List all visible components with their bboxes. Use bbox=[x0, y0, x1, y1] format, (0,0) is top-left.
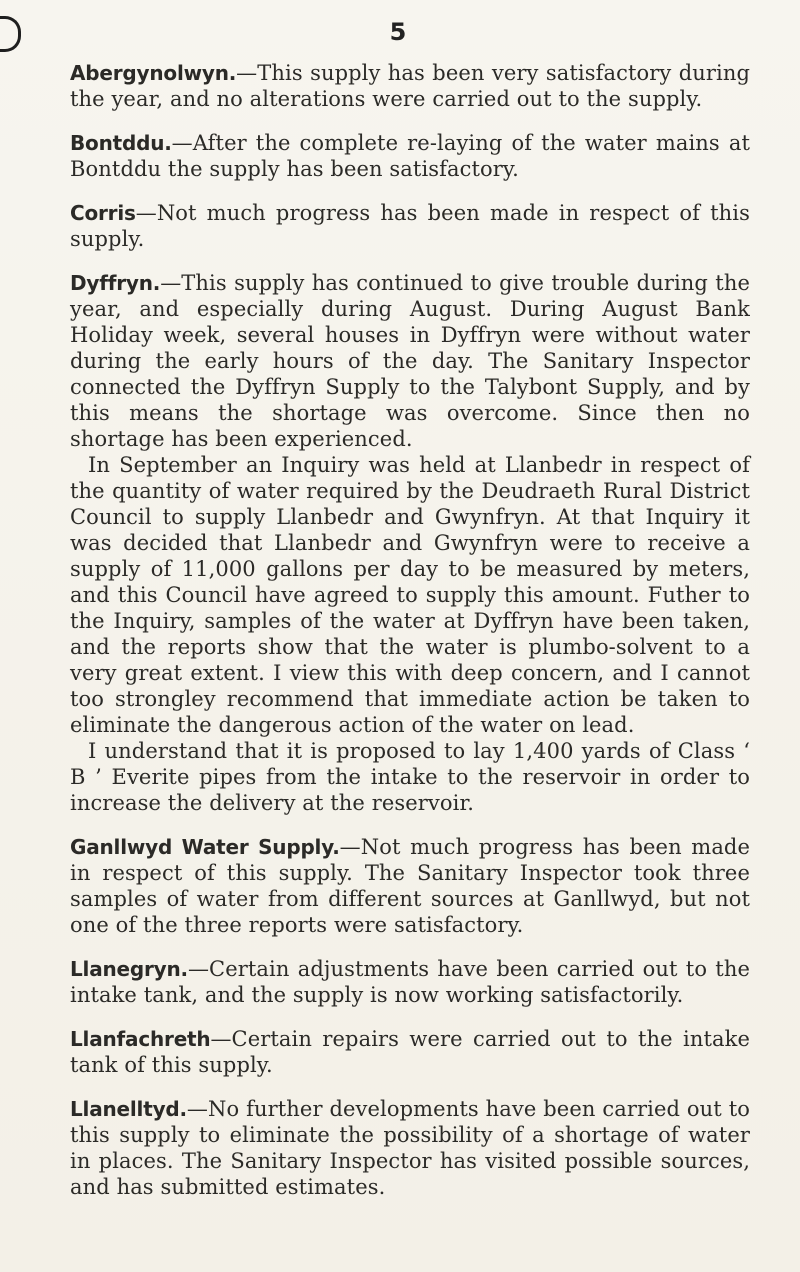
llanegryn-heading: Llanegryn. bbox=[70, 957, 188, 981]
abergynolwyn-heading: Abergynolwyn. bbox=[70, 61, 237, 85]
llanelltyd-paragraph bbox=[70, 1096, 750, 1200]
corris-heading: Corris bbox=[70, 201, 136, 225]
ganllwyd-text: —Not much progress has been made in respect of this supply. The Sanitary Inspector took three samples of water from different sources at Ganllwyd, but not one of the three reports were satisfactory. bbox=[70, 835, 751, 937]
abergynolwyn-paragraph bbox=[70, 60, 750, 112]
llanegryn-text: —Certain adjustments have been carried out to the intake tank, and the supply is now working satisfactorily. bbox=[70, 957, 750, 1007]
corris-paragraph bbox=[70, 200, 750, 252]
bontddu-text: —After the complete re-laying of the water mains at Bontddu the supply has been satisfactory. bbox=[70, 131, 750, 181]
dyffryn-text: —This supply has continued to give trouble during the year, and especially during August. During August Bank Holiday week, several houses in Dyffryn were without water during the early hours of the day. The Sanitary Inspector connected the Dyffryn Supply to the Talybont Supply, and by this means the shortage was overcome. Since then no shortage has been experienced. bbox=[70, 271, 750, 451]
report-content bbox=[70, 60, 750, 1218]
page-edge-mark bbox=[0, 16, 21, 52]
llanfachreth-text: —Certain repairs were carried out to the intake tank of this supply. bbox=[70, 1027, 750, 1077]
page-number: 5 bbox=[389, 18, 407, 46]
llanelltyd-text: —No further developments have been carried out to this supply to eliminate the possibility of a shortage of water in places. The Sanitary Inspector has visited possible sources, and has submitted estimates. bbox=[70, 1097, 750, 1199]
llanelltyd-heading: Llanelltyd. bbox=[70, 1097, 187, 1121]
llanfachreth-paragraph bbox=[70, 1026, 750, 1078]
bontddu-heading: Bontddu. bbox=[70, 131, 172, 155]
dyffryn-heading: Dyffryn. bbox=[70, 271, 161, 295]
ganllwyd-heading: Ganllwyd Water Supply. bbox=[70, 835, 340, 859]
llanfachreth-heading: Llanfachreth bbox=[70, 1027, 211, 1051]
pipes-paragraph: I understand that it is proposed to lay 1,400 yards of Class ‘ B ’ Everite pipes from the intake to the reservoir in order to increase the delivery at the reservoir. bbox=[70, 739, 750, 815]
llanegryn-paragraph bbox=[70, 956, 750, 1008]
abergynolwyn-text: —This supply has been very satisfactory during the year, and no alterations were carried out to the supply. bbox=[70, 61, 750, 111]
dyffryn-paragraph bbox=[70, 270, 750, 452]
bontddu-paragraph bbox=[70, 130, 750, 182]
inquiry-paragraph: In September an Inquiry was held at Llanbedr in respect of the quantity of water required by the Deudraeth Rural District Council to supply Llanbedr and Gwynfryn. At that Inquiry it was decided that Llanbedr and Gwynfryn were to receive a supply of 11,000 gallons per day to be measured by meters, and this Council have agreed to supply this amount. Futher to the Inquiry, samples of the water at Dyffryn have been taken, and the reports show that the water is plumbo-solvent to a very great extent. I view this with deep concern, and I cannot too strongley recommend that immediate action be taken to eliminate the dangerous action of the water on lead. bbox=[70, 453, 750, 737]
corris-text: —Not much progress has been made in respect of this supply. bbox=[70, 201, 750, 251]
ganllwyd-paragraph bbox=[70, 834, 750, 938]
